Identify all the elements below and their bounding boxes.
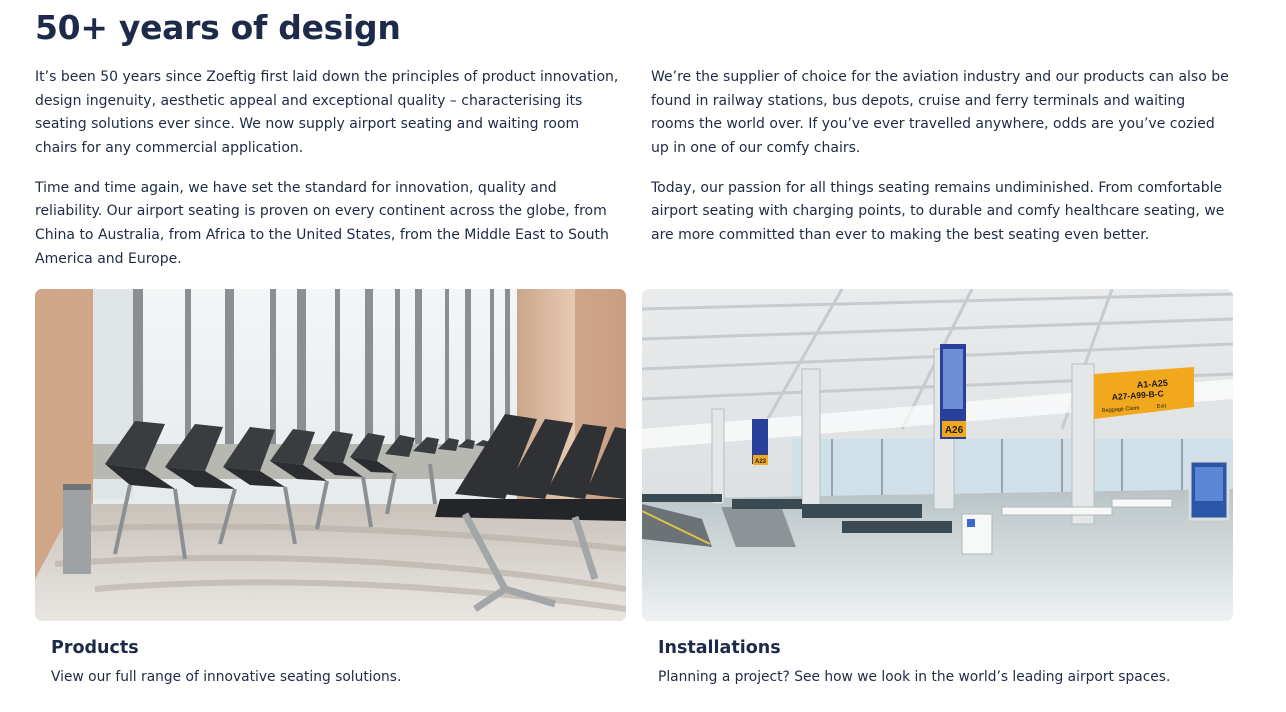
products-title[interactable]: Products — [51, 638, 139, 658]
gates-sign-line1: A1-A25 — [1136, 377, 1169, 390]
gate-a26-sign: A26 — [944, 425, 964, 436]
intro-paragraph: We’re the supplier of choice for the aviation industry and our products can also be found in railway stations, bus depots, cruise and ferry terminals and waiting rooms the world over. If you’ve ever travelled anywhere, odds are you’ve cozied up in one of our comfy chairs. — [651, 69, 1229, 156]
installations-image[interactable] — [642, 289, 1233, 621]
page-title: 50+ years of design — [35, 8, 401, 47]
exit-sign: Exit — [1156, 403, 1167, 410]
installations-title[interactable]: Installations — [658, 638, 781, 658]
baggage-sign: Baggage Claim — [1101, 405, 1140, 414]
intro-paragraph: Time and time again, we have set the standard for innovation, quality and reliability. Our airport seating is proven on every continent across the globe, from China to Australia, from Africa to the United States, from the Middle East to South America and Europe. — [35, 179, 609, 267]
gates-sign-line2: A27-A99-B-C — [1111, 388, 1164, 402]
intro-column-left — [35, 66, 625, 288]
products-image[interactable] — [35, 289, 626, 621]
installations-description: Planning a project? See how we look in the world’s leading airport spaces. — [658, 669, 1171, 685]
gate-a23-sign: A23 — [754, 459, 767, 465]
installations-card[interactable] — [642, 289, 1233, 685]
products-description: View our full range of innovative seating solutions. — [51, 669, 402, 685]
intro-column-right — [651, 66, 1231, 264]
products-card[interactable] — [35, 289, 626, 685]
intro-paragraph: Today, our passion for all things seating remains undiminished. From comfortable airport seating with charging points, to durable and comfy healthcare seating, we are more committed than ever to making the best seating even better. — [651, 179, 1225, 244]
intro-paragraph: It’s been 50 years since Zoeftig first laid down the principles of product innovation, design ingenuity, aesthetic appeal and exceptional quality – characterising its seating solutions ever since. We now supply airport seating and waiting room chairs for any commercial application. — [35, 69, 619, 156]
